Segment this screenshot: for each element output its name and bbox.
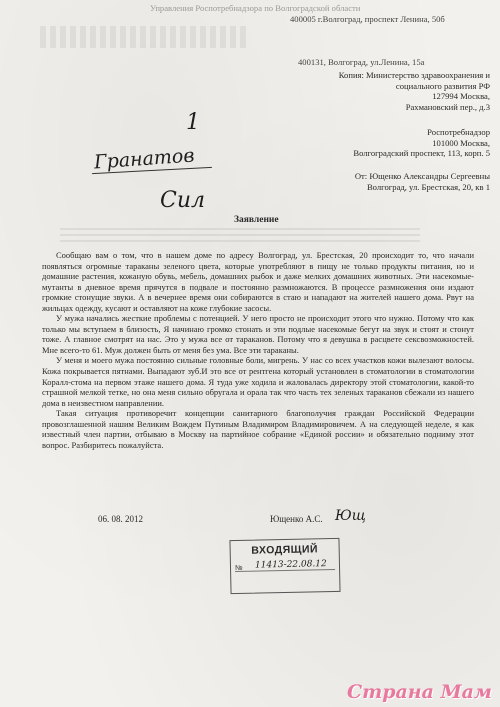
copy-line: Копия: Министерство здравоохранения и bbox=[338, 70, 490, 80]
rospotreb-line: 101000 Москва, bbox=[432, 137, 490, 148]
sender-line: От: Ющенко Александры Сергеевны bbox=[354, 171, 490, 181]
copy-line: Рахмановский пер., д.3 bbox=[405, 101, 490, 112]
paragraph: Такая ситуация противоречит концепции санитарного благополучия граждан Российской Федерации провозглашенной нашим Великим Вождем Путиным Владимиром Владимировичем. А на следующей неделе, я как известный член партии, отбываю в Москву на партийное собрание «Единой россии» и обязательно подниму этот вопрос. Разбиритесь пожалуйста. bbox=[42, 408, 474, 450]
document-title: Заявление bbox=[234, 215, 279, 225]
sender-block bbox=[355, 171, 490, 192]
header-line-3: 400131, Волгоград, ул.Ленина, 15а bbox=[298, 57, 425, 67]
incoming-stamp bbox=[229, 538, 340, 594]
bleed-through-text bbox=[60, 228, 420, 246]
stamp-number-label: № bbox=[234, 564, 243, 573]
letter-body bbox=[42, 250, 474, 450]
rospotreb-line: Роспотребнадзор bbox=[427, 127, 490, 137]
paragraph: У меня и моего мужа постоянно сильные головные боли, мигрень. У нас со всех участков кожи вылезают волосы. Кожа покрывается пятнами. Выпадают зуб.И это все от рентгена который установлен в стоматологии в стоматологии Коралл-стома на первом этаже нашего дома. Я туда уже ходила и жаловалась директору этой стоматологии, какой-то страшной мелкой тетке, но она меня сильно обругала и орала так что часть тех зеленых тараканов сбежали из нашего дома в неизвестном направлении. bbox=[42, 355, 474, 408]
header-line-2: 400005 г.Волгоград, проспект Ленина, 50б bbox=[290, 14, 445, 24]
signer-handwriting: Ющ bbox=[335, 508, 366, 524]
header-line-1: Управления Роспотребнадзора по Волгоградской области bbox=[150, 3, 361, 13]
stamp-number-handwritten: 11413-22.08.12 bbox=[254, 559, 327, 571]
document-date: 06. 08. 2012 bbox=[98, 514, 143, 524]
sender-line: Волгоград, ул. Брестская, 20, кв 1 bbox=[366, 181, 490, 192]
handwritten-signature-mark: Сил bbox=[160, 188, 206, 213]
rospotreb-recipient-block bbox=[353, 127, 490, 159]
handwritten-name-note: Гранатов bbox=[93, 144, 196, 174]
rospotreb-line: Волгоградский проспект, 113, корп. 5 bbox=[353, 148, 490, 159]
copy-line: 127994 Москва, bbox=[432, 91, 490, 102]
handwritten-mark: 1 bbox=[186, 110, 200, 135]
stamp-title: ВХОДЯЩИЙ bbox=[251, 543, 319, 557]
signer-name: Ющенко А.С. bbox=[270, 514, 323, 524]
paragraph: У мужа начались жесткие проблемы с потенцией. У него просто не происходит этого что нужно. Потому что как только мы вступаем в близость, Я начинаю громко стонать и эти подлые насекомые бегут на звук и стоят и стонут тоже. А главное смотрят на нас. Это у мужа все от тараканов. Потому что я девушка в расцвете сексвозможностей. Мне всего-то 61. Муж должен быть от меня без ума. Все эти тараканы. bbox=[42, 313, 474, 355]
copy-line: социального развития РФ bbox=[395, 80, 490, 91]
copy-recipient-block bbox=[339, 70, 490, 112]
faded-print-block bbox=[40, 26, 250, 48]
site-watermark: Страна Мам bbox=[346, 681, 492, 703]
paragraph: Сообщаю вам о том, что в нашем доме по адресу Волгоград, ул. Брестская, 20 происходит то, что начали появляться огромные тараканы зеленого цвета, которые употребляют в пищу не только продукты питания, но и домашние растения, кожаную обувь, мебель, домашних рыбок и даже мелких домашних животных. Эти насекомые-мутанты в дневное время прячутся в подвале и постоянно размножаются. В процессе размножения они издают громкие стонущие звуки. А в вечернее время они собираются в стаю и нападают на жителей нашего дома. Рвут на жильцах одежду, кусают и оставляют на коже глубокие засосы. bbox=[42, 250, 474, 313]
